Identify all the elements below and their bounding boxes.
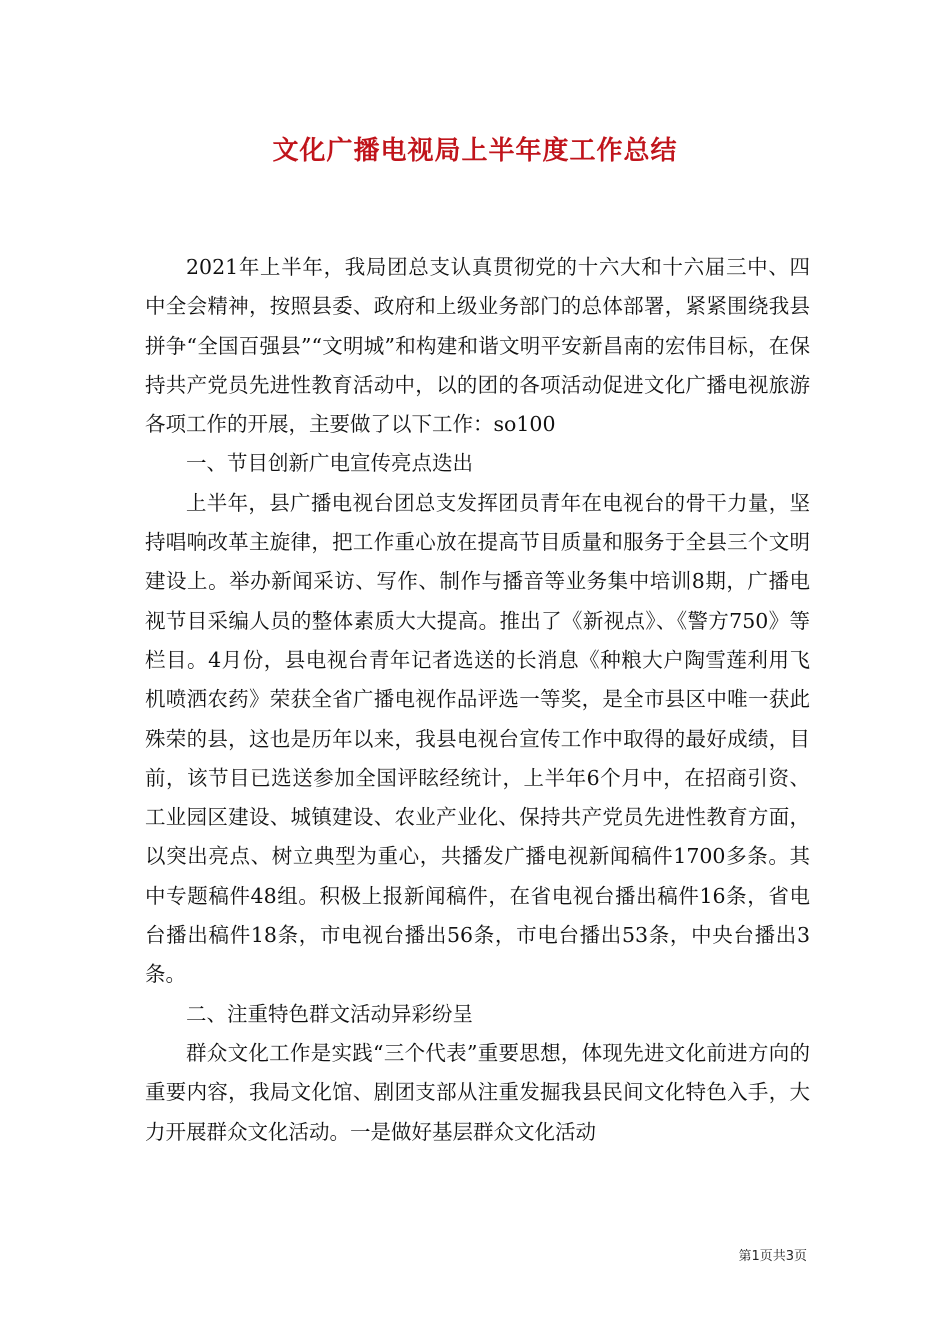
paragraph-section-1: 上半年，县广播电视台团总支发挥团员青年在电视台的骨干力量，坚持唱响改革主旋律，把工作重心放在提高节目质量和服务于全县三个文明建设上。举办新闻采访、写作、制作与播音等业务集中培训8期，广播电视节目采编人员的整体素质大大提高。推出了《新视点》、《警方750》等栏目。4月份，县电视台青年记者选送的长消息《种粮大户陶雪莲利用飞机喷洒农药》荣获全省广播电视作品评选一等奖，是全市县区中唯一获此殊荣的县，这也是历年以来，我县电视台宣传工作中取得的最好成绩，目前，该节目已选送参加全国评眩经统计，上半年6个月中，在招商引资、工业园区建设、城镇建设、农业产业化、保持共产党员先进性教育方面，以突出亮点、树立典型为重心，共播发广播电视新闻稿件1700多条。其中专题稿件48组。积极上报新闻稿件，在省电视台播出稿件16条，省电台播出稿件18条，市电视台播出56条，市电台播出53条，中央台播出3条。 bbox=[145, 490, 810, 987]
section-heading-1: 一、节目创新广电宣传亮点迭出 bbox=[186, 451, 473, 476]
paragraph-section-2: 群众文化工作是实践“三个代表”重要思想，体现先进文化前进方向的重要内容，我局文化馆、剧团支部从注重发掘我县民间文化特色入手，大力开展群众文化活动。一是做好基层群众文化活动 bbox=[145, 1040, 810, 1144]
document-body bbox=[145, 248, 810, 1152]
page-title: 文化广播电视局上半年度工作总结 bbox=[272, 136, 678, 166]
paragraph-intro: 2021年上半年，我局团总支认真贯彻党的十六大和十六届三中、四中全会精神，按照县委、政府和上级业务部门的总体部署，紧紧围绕我县拼争“全国百强县”“文明城”和构建和谐文明平安新昌南的宏伟目标，在保持共产党员先进性教育活动中，以的团的各项活动促进文化广播电视旅游各项工作的开展，主要做了以下工作：so100 bbox=[145, 255, 810, 437]
page-number: 第1页共3页 bbox=[738, 1249, 807, 1264]
section-heading-2: 二、注重特色群文活动异彩纷呈 bbox=[186, 1001, 473, 1026]
